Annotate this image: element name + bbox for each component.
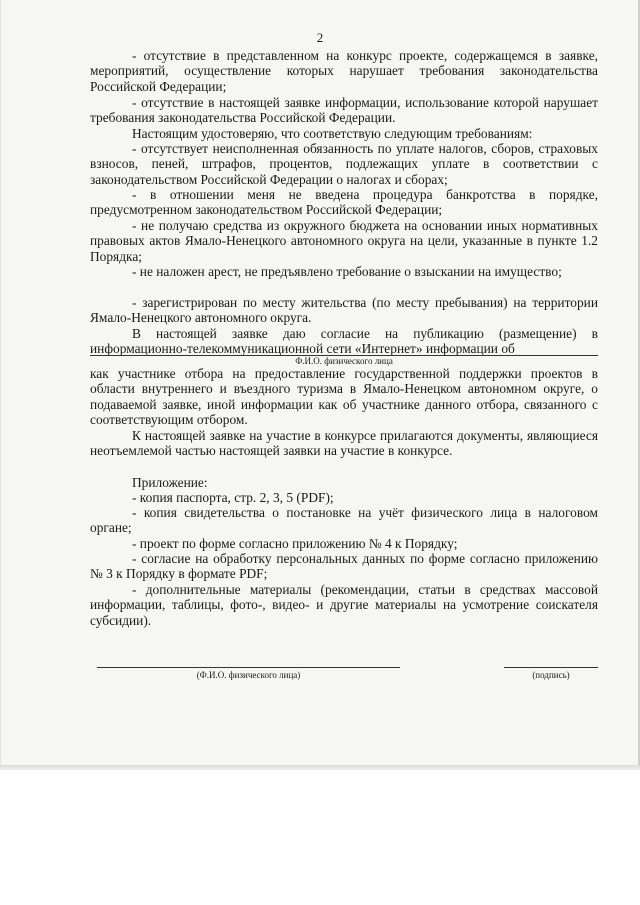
paragraph-2: - отсутствие в настоящей заявке информации, использование которой нарушает требования законодательства Российской Федерации.: [90, 95, 598, 126]
scan-edge: [0, 765, 640, 770]
appendix-item-3: - проект по форме согласно приложению № 4 к Порядку;: [132, 536, 458, 551]
page-number: 2: [316, 30, 324, 45]
paragraph-7: - не наложен арест, не предъявлено требование о взыскании на имущество;: [132, 264, 562, 279]
appendix-item-2: - копия свидетельства о постановке на учёт физического лица в налоговом органе;: [90, 505, 598, 536]
signature-fio-caption: (Ф.И.О. физического лица): [196, 670, 301, 680]
signature-fio-line: [97, 667, 400, 668]
signature-line: [504, 667, 598, 668]
paragraph-3: Настоящим удостоверяю, что соответствую следующим требованиям:: [132, 126, 533, 141]
paragraph-continued: как участнике отбора на предоставление государственной поддержки проектов в области внутреннего и въездного туризма в Ямало-Ненецком автономном округе, о подаваемой заявке, иной информации как об участнике данного отбора, связанного с соответствующим отбором.: [90, 366, 598, 428]
paragraph-5: - в отношении меня не введена процедура банкротства в порядке, предусмотренном законодательством Российской Федерации;: [90, 187, 598, 218]
paragraph-6: - не получаю средства из окружного бюджета на основании иных нормативных правовых актов Ямало-Ненецкого автономного округа на цели, указанные в пункте 1.2 Порядка;: [90, 218, 598, 264]
fio-inline-caption: Ф.И.О. физического лица: [295, 356, 393, 366]
paragraph-4: - отсутствует неисполненная обязанность по уплате налогов, сборов, страховых взносов, пеней, штрафов, процентов, подлежащих уплате в соответствии с законодательством Российской Федерации о налогах и сборах;: [90, 141, 598, 187]
appendix-title: Приложение:: [132, 475, 208, 490]
paragraph-9: В настоящей заявке даю согласие на публикацию (размещение) в информационно-телекоммуникационной сети «Интернет» информации об: [90, 326, 598, 357]
paragraph-1: - отсутствие в представленном на конкурс проекте, содержащемся в заявке, мероприятий, осуществление которых нарушает требования законодательства Российской Федерации;: [90, 48, 598, 94]
appendix-item-5: - дополнительные материалы (рекомендации, статьи в средствах массовой информации, таблицы, фото-, видео- и другие материалы на усмотрение соискателя субсидии).: [90, 582, 598, 628]
signature-caption: (подпись): [532, 670, 570, 680]
appendix-item-4: - согласие на обработку персональных данных по форме согласно приложению № 3 к Порядку в формате PDF;: [90, 551, 598, 582]
appendix-item-1: - копия паспорта, стр. 2, 3, 5 (PDF);: [132, 490, 334, 505]
paragraph-documents: К настоящей заявке на участие в конкурсе прилагаются документы, являющиеся неотъемлемой частью настоящей заявки на участие в конкурсе.: [90, 428, 598, 459]
paragraph-8: - зарегистрирован по месту жительства (по месту пребывания) на территории Ямало-Ненецкого автономного округа.: [90, 295, 598, 326]
